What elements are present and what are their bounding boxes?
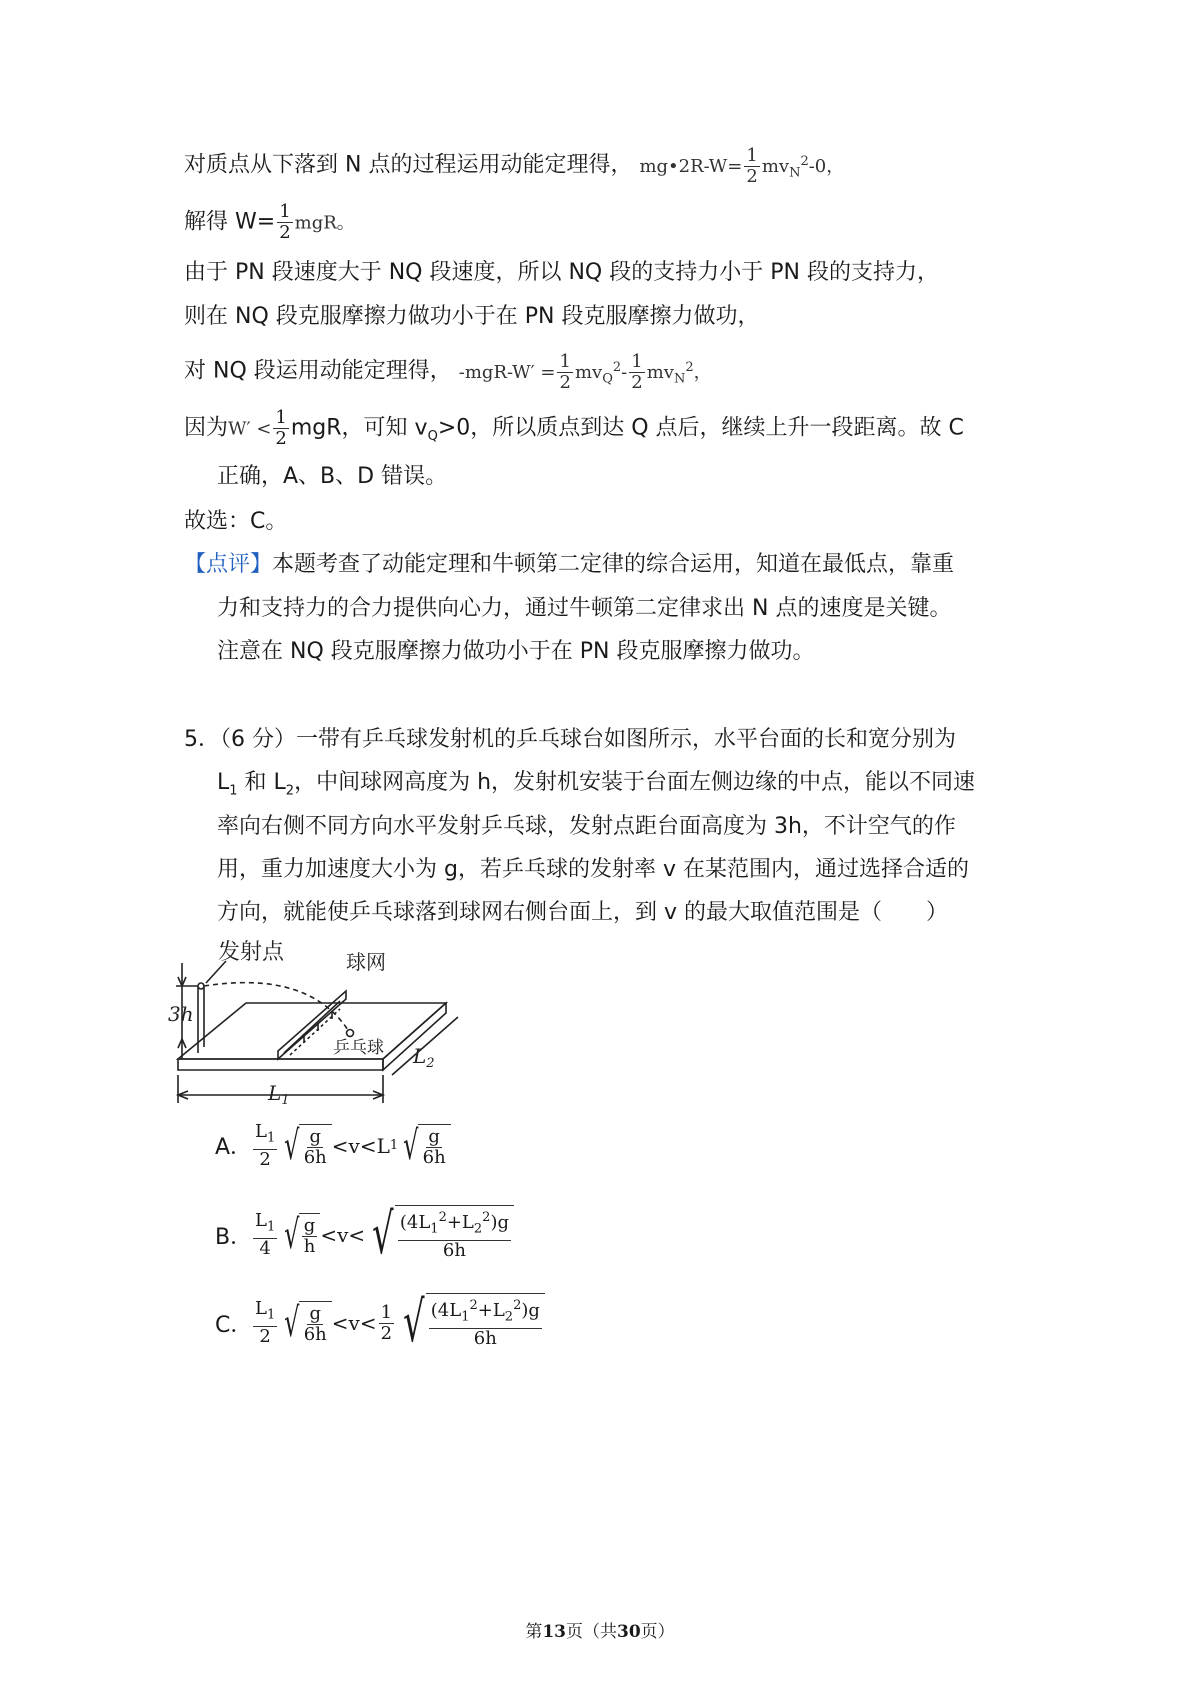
nq-energy-equation: -mgR-W′ = $\frac{1}{2}$ $mv_Q^2-$ $\frac{1}{2}$ $mv_N^2$， [458,351,712,393]
solution-line-7: 正确，A、B、D 错误。 [217,464,448,489]
solution-line-1: 对质点从下落到 N 点的过程运用动能定理得， mg•2R-W= $\frac{1}{2}$ $mv_N^2-0$， [184,145,845,187]
trajectory [204,983,348,1030]
comment-line-1: 【点评】本题考查了动能定理和牛顿第二定律的综合运用，知道在最低点，靠重 [184,552,955,577]
ping-pong-table-figure [168,935,488,1107]
solution-line-5: 对 NQ 段运用动能定理得， -mgR-W′ = $\frac{1}{2}$ $mv_Q^2-$ $\frac{1}{2}$ $mv_N^2$， [184,351,712,393]
table-edge [178,1059,383,1070]
comment-line-2: 力和支持力的合力提供向心力，通过牛顿第二定律求出 N 点的速度是关键。 [217,596,952,621]
page-footer: 第13页（共30页） [525,1622,675,1642]
question-line-3: 率向右侧不同方向水平发射乒乓球，发射点距台面高度为 3h，不计空气的作 [217,814,956,839]
table-top [178,1003,446,1059]
option-a-formula: $\frac{L_1}{2}$ √ $\frac{g}{6h}$ <v<L 1 √ $\frac{g}{6h}$ [251,1122,451,1170]
energy-equation: mg•2R-W= $\frac{1}{2}$ $mv_N^2-0$， [639,145,845,187]
solution-line-2: 解得 W= $\frac{1}{2}$ mgR。 [184,201,355,243]
question-line-5: 方向，就能使乒乓球落到球网右侧台面上，到 v 的最大取值范围是（ ） [217,900,949,925]
option-b[interactable]: B． $\frac{L_1}{4}$ √ $\frac{g}{h}$ <v< √ $\frac{(4L_1^2+L_2^2)g}{6h}$ [215,1205,514,1265]
launch-point-label: 发射点 [218,940,285,965]
width-label: $L_2$ [413,1044,435,1071]
launch-point [198,983,204,989]
solution-line-6: 因为W′ < $\frac{1}{2}$ mgR，可知 $v_Q>0$，所以质点到达 Q 点后，继续上升一段距离。故 C [184,407,964,449]
option-c-formula: $\frac{L_1}{2}$ √ $\frac{g}{6h}$ <v< $\frac{1}{2}$ √ $\frac{(4L_1^2+L_2^2)g}{6h}$ [251,1293,545,1353]
page-total: 30 [617,1622,641,1642]
height-label: 3h [168,1002,194,1026]
comment-tag: 【点评】 [184,552,273,577]
option-a[interactable]: A． $\frac{L_1}{2}$ √ $\frac{g}{6h}$ <v<L 1 √ $\frac{g}{6h}$ [215,1122,451,1170]
net-label: 球网 [346,950,386,974]
length-label: $L_1$ [268,1081,290,1107]
ball-label: 乒乓球 [333,1038,384,1058]
solution-line-3: 由于 PN 段速度大于 NQ 段速度，所以 NQ 段的支持力小于 PN 段的支持力， [184,260,939,285]
page-number: 13 [542,1622,566,1642]
option-c[interactable]: C． $\frac{L_1}{2}$ √ $\frac{g}{6h}$ <v< $\frac{1}{2}$ √ $\frac{(4L_1^2+L_2^2)g}{6h}$ [215,1293,545,1353]
ball [347,1030,354,1037]
question-line-4: 用，重力加速度大小为 g，若乒乓球的发射率 v 在某范围内，通过选择合适的 [217,857,969,882]
comment-line-3: 注意在 NQ 段克服摩擦力做功小于在 PN 段克服摩擦力做功。 [217,639,815,664]
option-b-formula: $\frac{L_1}{4}$ √ $\frac{g}{h}$ <v< √ $\frac{(4L_1^2+L_2^2)g}{6h}$ [251,1205,514,1265]
question-line-2: $L_1$ 和 $L_2$，中间球网高度为 h，发射机安装于台面左侧边缘的中点，能以不同速 [217,770,976,799]
question-line-1: 5．（6 分）一带有乒乓球发射机的乒乓球台如图所示，水平台面的长和宽分别为 [184,727,956,752]
solution-line-4: 则在 NQ 段克服摩擦力做功小于在 PN 段克服摩擦力做功， [184,304,760,329]
solution-line-8: 故选：C。 [184,509,288,534]
